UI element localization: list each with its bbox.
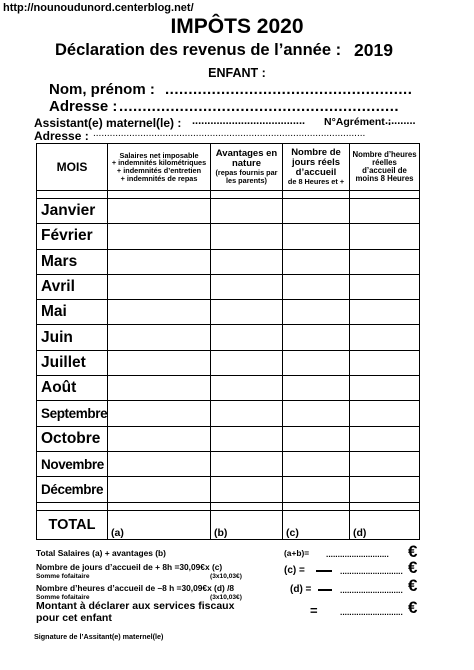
- subtitle: Déclaration des revenus de l’année :: [55, 41, 342, 59]
- table-row: [37, 300, 420, 325]
- month-label: Décembre: [37, 477, 108, 502]
- cell-heures[interactable]: [350, 451, 420, 476]
- cell-avantages[interactable]: [211, 426, 283, 451]
- cell-salaires[interactable]: [108, 477, 211, 502]
- cell-heures[interactable]: [350, 274, 420, 299]
- adresse2-field[interactable]: ..................................................................................................: [93, 128, 366, 139]
- cell-jours[interactable]: [283, 451, 350, 476]
- cell-heures[interactable]: [350, 401, 420, 426]
- month-label: Juillet: [37, 350, 108, 375]
- amount-d[interactable]: ...........................: [340, 585, 403, 595]
- total-b[interactable]: (b): [211, 510, 283, 539]
- total-row: [37, 510, 420, 539]
- cell-heures[interactable]: [350, 249, 420, 274]
- header-jours: [283, 144, 350, 191]
- year: 2019: [354, 40, 393, 60]
- cell-jours[interactable]: [283, 477, 350, 502]
- header-jours-sub: de 8 Heures et +: [287, 177, 345, 187]
- cell-jours[interactable]: [283, 274, 350, 299]
- site-url: http://nounoudunord.centerblog.net/: [3, 2, 194, 14]
- month-label: Septembre: [37, 401, 108, 426]
- table-header-row: [37, 144, 420, 191]
- cell-avantages[interactable]: [211, 350, 283, 375]
- table-row: [37, 451, 420, 476]
- cell-avantages[interactable]: [211, 199, 283, 224]
- euro-c: €: [408, 558, 418, 577]
- cell-salaires[interactable]: [108, 426, 211, 451]
- total-d[interactable]: (d): [350, 510, 420, 539]
- cell-salaires[interactable]: [108, 300, 211, 325]
- jours-sub-calc: (3x10,03€): [210, 573, 242, 580]
- header-salaires-line: + indemnités de repas: [120, 173, 198, 183]
- cell-avantages[interactable]: [211, 401, 283, 426]
- cell-salaires[interactable]: [108, 350, 211, 375]
- amount-ab[interactable]: ...........................: [326, 549, 389, 559]
- total-salaires-label: Total Salaires (a) + avantages (b): [36, 548, 166, 558]
- cell-jours[interactable]: [283, 401, 350, 426]
- calc-d: (d) =: [290, 584, 312, 595]
- table-row: [37, 274, 420, 299]
- agrement-field[interactable]: ..........: [385, 115, 416, 127]
- heures-sub-calc: (3x10,03€): [210, 594, 242, 601]
- header-salaires-line: + indemnités d’entretien: [116, 166, 202, 175]
- month-label: Février: [37, 224, 108, 249]
- revenue-table: [36, 143, 420, 540]
- header-jours-main: Nombre de jours réels d’accueil: [291, 147, 341, 179]
- calc-ab: (a+b)=: [284, 548, 310, 558]
- table-row: [37, 376, 420, 401]
- table-spacer-row: [37, 191, 420, 199]
- cell-salaires[interactable]: [108, 274, 211, 299]
- heures-sub: Somme fofaitaire: [36, 594, 90, 601]
- jours-sub: Somme fofaitaire: [36, 573, 90, 580]
- month-label: Mars: [37, 249, 108, 274]
- cell-avantages[interactable]: [211, 274, 283, 299]
- month-label: Octobre: [37, 426, 108, 451]
- table-spacer-row: [37, 502, 420, 510]
- jours-label: Nombre de jours d’accueil de + 8h =30,09€x (c): [36, 562, 223, 572]
- cell-salaires[interactable]: [108, 199, 211, 224]
- cell-heures[interactable]: [350, 350, 420, 375]
- cell-jours[interactable]: [283, 376, 350, 401]
- header-heures-main: Nombre d’heures réelles: [352, 149, 417, 167]
- nom-label: Nom, prénom :: [49, 81, 155, 98]
- cell-heures[interactable]: [350, 224, 420, 249]
- euro-total: €: [408, 598, 418, 617]
- cell-heures[interactable]: [350, 376, 420, 401]
- montant-label: Montant à déclarer aux services fiscaux: [36, 600, 235, 612]
- total-c[interactable]: (c): [283, 510, 350, 539]
- table-row: [37, 350, 420, 375]
- month-label: Août: [37, 376, 108, 401]
- header-avantages-sub: (repas fournis par les parents): [215, 168, 278, 185]
- cell-jours[interactable]: [283, 199, 350, 224]
- adresse-field[interactable]: ............................................................: [119, 98, 400, 115]
- month-label: Avril: [37, 274, 108, 299]
- adresse-label: Adresse :: [49, 98, 118, 115]
- header-avantages-main: Avantages en nature: [215, 148, 278, 170]
- month-label: Novembre: [37, 451, 108, 476]
- assistant-field[interactable]: .....................................: [192, 115, 306, 127]
- cell-jours[interactable]: [283, 300, 350, 325]
- agrement-label: N°Agrément :: [324, 116, 392, 128]
- cell-heures[interactable]: [350, 300, 420, 325]
- month-label: Janvier: [37, 199, 108, 224]
- heures-label: Nombre d’heures d’accueil de –8 h =30,09€x (d) /8: [36, 583, 235, 593]
- header-avantages: [211, 144, 283, 191]
- amount-c[interactable]: ...........................: [340, 566, 403, 576]
- table-row: [37, 477, 420, 502]
- month-label: Juin: [37, 325, 108, 350]
- cell-heures[interactable]: [350, 477, 420, 502]
- table-row: [37, 426, 420, 451]
- header-salaires-line: Salaires net imposable: [119, 150, 199, 160]
- cell-salaires[interactable]: [108, 451, 211, 476]
- cell-avantages[interactable]: [211, 224, 283, 249]
- cell-salaires[interactable]: [108, 325, 211, 350]
- cell-jours[interactable]: [283, 350, 350, 375]
- total-a[interactable]: (a): [108, 510, 211, 539]
- cell-avantages[interactable]: [211, 325, 283, 350]
- nom-field[interactable]: .....................................................: [165, 81, 413, 98]
- cell-jours[interactable]: [283, 426, 350, 451]
- cell-avantages[interactable]: [211, 249, 283, 274]
- dash-d: [318, 589, 332, 591]
- cell-salaires[interactable]: [108, 401, 211, 426]
- dash-c: [316, 570, 332, 572]
- cell-heures[interactable]: [350, 325, 420, 350]
- cell-avantages[interactable]: [211, 477, 283, 502]
- header-heures-sub: d’accueil de moins 8 Heures: [355, 166, 414, 184]
- table-row: [37, 224, 420, 249]
- cell-salaires[interactable]: [108, 376, 211, 401]
- cell-heures[interactable]: [350, 199, 420, 224]
- euro-ab: €: [408, 542, 418, 561]
- calc-total: =: [310, 603, 318, 618]
- header-heures: [350, 144, 420, 191]
- header-salaires-line: + indemnités kilométriques: [111, 158, 207, 168]
- table-row: [37, 401, 420, 426]
- cell-salaires[interactable]: [108, 249, 211, 274]
- page-title: IMPÔTS 2020: [170, 15, 304, 38]
- amount-total[interactable]: ...........................: [340, 607, 403, 617]
- assistant-label: Assistant(e) maternel(le) :: [34, 116, 182, 130]
- header-salaires: [108, 144, 211, 191]
- cell-jours[interactable]: [283, 249, 350, 274]
- calc-c: (c) =: [284, 565, 305, 576]
- cell-salaires[interactable]: [108, 224, 211, 249]
- table-row: [37, 199, 420, 224]
- cell-avantages[interactable]: [211, 451, 283, 476]
- montant-label-2: pour cet enfant: [36, 612, 112, 624]
- total-label: TOTAL: [37, 510, 108, 539]
- cell-avantages[interactable]: [211, 300, 283, 325]
- cell-heures[interactable]: [350, 426, 420, 451]
- header-mois: MOIS: [37, 144, 108, 191]
- table-row: [37, 249, 420, 274]
- cell-jours[interactable]: [283, 325, 350, 350]
- euro-d: €: [408, 576, 418, 595]
- adresse2-label: Adresse :: [34, 129, 89, 143]
- cell-avantages[interactable]: [211, 376, 283, 401]
- table-row: [37, 325, 420, 350]
- month-label: Mai: [37, 300, 108, 325]
- enfant-label: ENFANT :: [208, 66, 266, 80]
- cell-jours[interactable]: [283, 224, 350, 249]
- signature-label: Signature de l’Assitant(e) maternel(le): [34, 632, 164, 641]
